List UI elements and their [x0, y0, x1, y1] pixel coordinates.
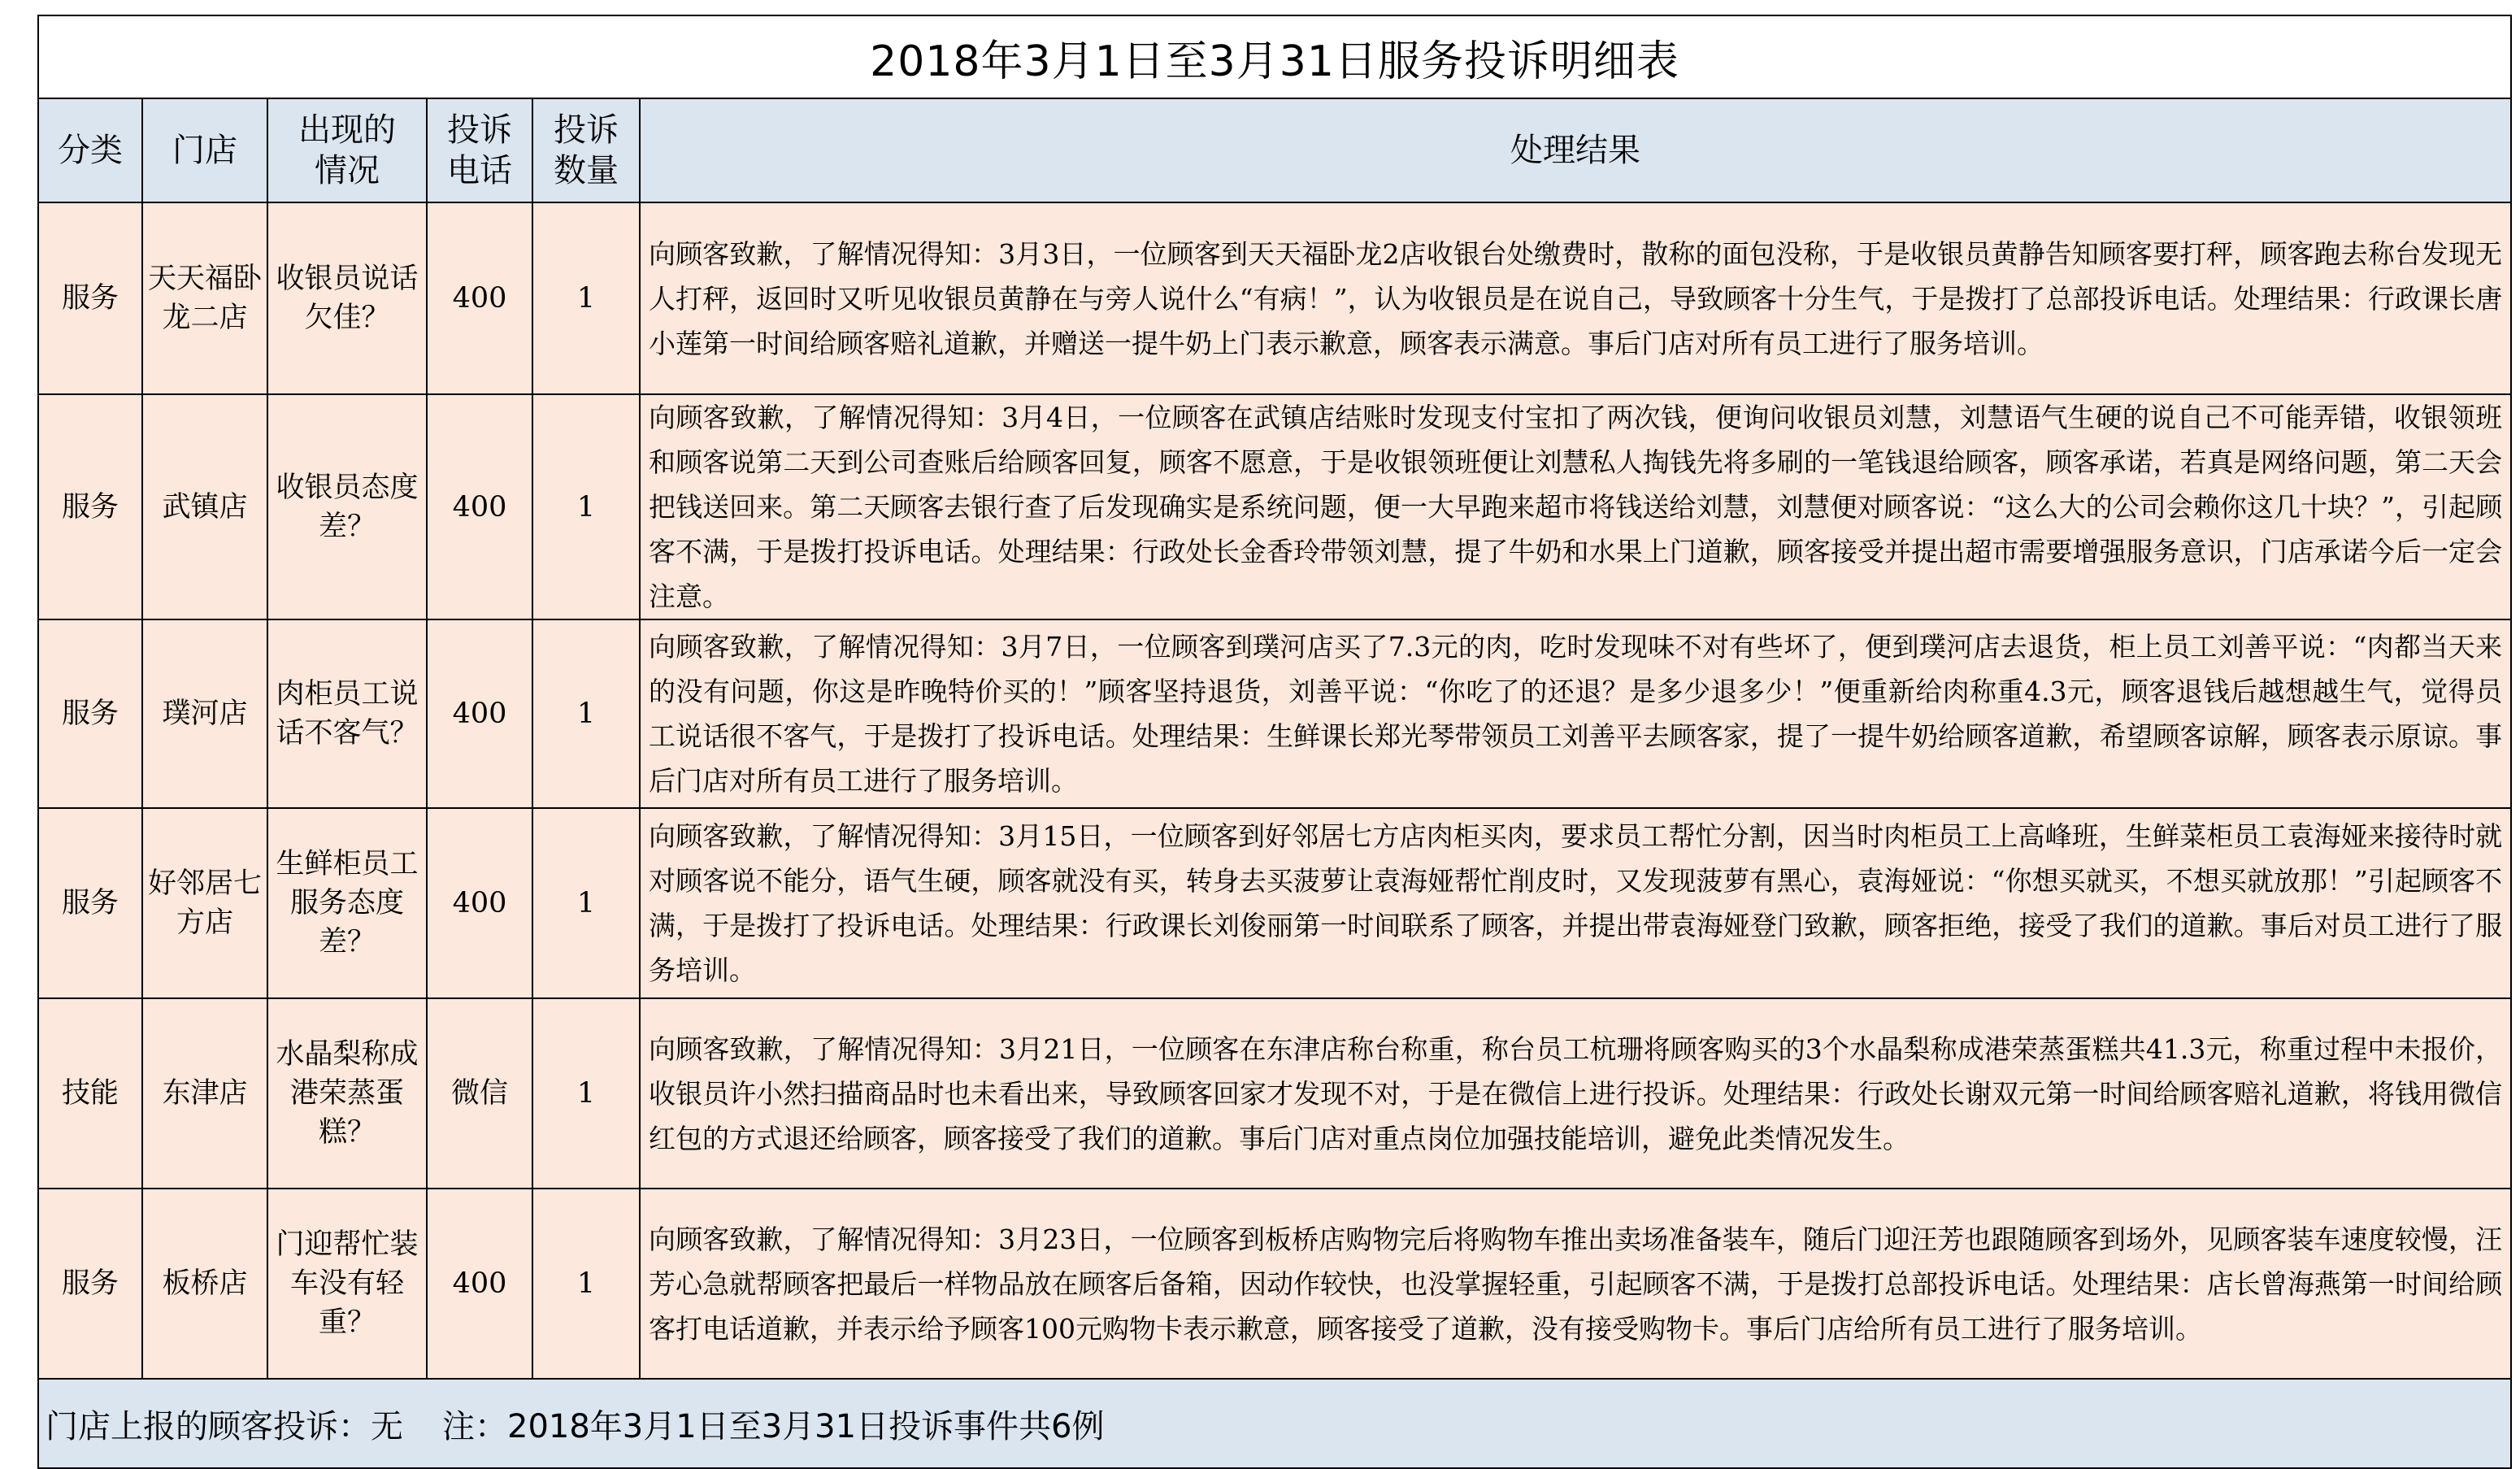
header-result: 处理结果	[640, 98, 2511, 202]
cell-count: 1	[532, 998, 640, 1189]
cell-category: 服务	[38, 1189, 142, 1379]
cell-situation-text: 生鲜柜员工服务态度差？	[276, 848, 419, 958]
cell-channel: 400	[427, 808, 532, 998]
cell-count: 1	[532, 394, 640, 619]
table-row	[38, 394, 2511, 619]
cell-store	[142, 619, 267, 808]
table-row	[38, 619, 2511, 808]
cell-result: 向顾客致歉，了解情况得知：3月3日，一位顾客到天天福卧龙2店收银台处缴费时，散称的面包没称，于是收银员黄静告知顾客要打秤，顾客跑去称台发现无人打秤，返回时又听见收银员黄静在与旁人说什么“有病！”，认为收银员是在说自己，导致顾客十分生气，于是拨打了总部投诉电话。处理结果：行政课长唐小莲第一时间给顾客赔礼道歉，并赠送一提牛奶上门表示歉意，顾客表示满意。事后门店对所有员工进行了服务培训。	[640, 202, 2511, 394]
header-store: 门店	[142, 98, 267, 202]
cell-store-text: 好邻居七方店	[148, 867, 263, 939]
footer-reported: 门店上报的顾客投诉：无	[46, 1407, 403, 1445]
table-row	[38, 808, 2511, 998]
cell-situation	[267, 1189, 427, 1379]
footer-note: 注：2018年3月1日至3月31日投诉事件共6例	[442, 1407, 1105, 1445]
cell-category: 服务	[38, 202, 142, 394]
cell-channel: 400	[427, 619, 532, 808]
cell-situation-text: 收银员态度差？	[276, 471, 419, 543]
cell-store	[142, 202, 267, 394]
cell-channel: 400	[427, 202, 532, 394]
footer-row	[38, 1379, 2511, 1468]
cell-store-text: 东津店	[162, 1077, 248, 1110]
sheet-title: 2018年3月1日至3月31日服务投诉明细表	[38, 15, 2511, 98]
cell-situation	[267, 998, 427, 1189]
cell-channel: 400	[427, 394, 532, 619]
cell-channel: 微信	[427, 998, 532, 1189]
cell-count: 1	[532, 1189, 640, 1379]
cell-result: 向顾客致歉，了解情况得知：3月4日，一位顾客在武镇店结账时发现支付宝扣了两次钱，便询问收银员刘慧，刘慧语气生硬的说自己不可能弄错，收银领班和顾客说第二天到公司查账后给顾客回复，顾客不愿意，于是收银领班便让刘慧私人掏钱先将多刷的一笔钱退给顾客，顾客承诺，若真是网络问题，第二天会把钱送回来。第二天顾客去银行查了后发现确实是系统问题，便一大早跑来超市将钱送给刘慧，刘慧便对顾客说：“这么大的公司会赖你这几十块？”，引起顾客不满，于是拨打投诉电话。处理结果：行政处长金香玲带领刘慧，提了牛奶和水果上门道歉，顾客接受并提出超市需要增强服务意识，门店承诺今后一定会注意。	[640, 394, 2511, 619]
cell-store	[142, 808, 267, 998]
header-channel-line2: 电话	[447, 152, 512, 189]
header-count-line2: 数量	[554, 152, 619, 189]
cell-count: 1	[532, 619, 640, 808]
footer-summary	[38, 1379, 2511, 1468]
title-row	[38, 15, 2511, 98]
cell-situation	[267, 808, 427, 998]
cell-store-text: 武镇店	[162, 490, 248, 524]
complaint-sheet	[37, 15, 2510, 1460]
table-row	[38, 202, 2511, 394]
cell-result: 向顾客致歉，了解情况得知：3月7日，一位顾客到璞河店买了7.3元的肉，吃时发现味不对有些坏了，便到璞河店去退货，柜上员工刘善平说：“肉都当天来的没有问题，你这是昨晚特价买的！”顾客坚持退货，刘善平说：“你吃了的还退？是多少退多少！”便重新给肉称重4.3元，顾客退钱后越想越生气，觉得员工说话很不客气，于是拨打了投诉电话。处理结果：生鲜课长郑光琴带领员工刘善平去顾客家，提了一提牛奶给顾客道歉，希望顾客谅解，顾客表示原谅。事后门店对所有员工进行了服务培训。	[640, 619, 2511, 808]
cell-count: 1	[532, 808, 640, 998]
cell-category: 服务	[38, 808, 142, 998]
cell-store-text: 天天福卧龙二店	[148, 263, 263, 334]
header-channel	[427, 98, 532, 202]
cell-store	[142, 394, 267, 619]
cell-situation	[267, 202, 427, 394]
cell-category: 技能	[38, 998, 142, 1189]
cell-store-text: 板桥店	[162, 1267, 248, 1300]
header-category: 分类	[38, 98, 142, 202]
cell-category: 服务	[38, 619, 142, 808]
cell-count: 1	[532, 202, 640, 394]
table-row	[38, 998, 2511, 1189]
cell-situation	[267, 619, 427, 808]
header-channel-line1: 投诉	[447, 111, 512, 149]
cell-channel: 400	[427, 1189, 532, 1379]
cell-category: 服务	[38, 394, 142, 619]
cell-store-text: 璞河店	[162, 698, 248, 730]
cell-store	[142, 998, 267, 1189]
cell-result: 向顾客致歉，了解情况得知：3月23日，一位顾客到板桥店购物完后将购物车推出卖场准备装车，随后门迎汪芳也跟随顾客到场外，见顾客装车速度较慢，汪芳心急就帮顾客把最后一样物品放在顾客后备箱，因动作较快，也没掌握轻重，引起顾客不满，于是拨打总部投诉电话。处理结果：店长曾海燕第一时间给顾客打电话道歉，并表示给予顾客100元购物卡表示歉意，顾客接受了道歉，没有接受购物卡。事后门店给所有员工进行了服务培训。	[640, 1189, 2511, 1379]
cell-situation-text: 收银员说话欠佳？	[276, 263, 419, 334]
header-row	[38, 98, 2511, 202]
cell-store	[142, 1189, 267, 1379]
cell-result: 向顾客致歉，了解情况得知：3月15日，一位顾客到好邻居七方店肉柜买肉，要求员工帮忙分割，因当时肉柜员工上高峰班，生鲜菜柜员工袁海娅来接待时就对顾客说不能分，语气生硬，顾客就没有买，转身去买菠萝让袁海娅帮忙削皮时，又发现菠萝有黑心，袁海娅说：“你想买就买，不想买就放那！”引起顾客不满，于是拨打了投诉电话。处理结果：行政课长刘俊丽第一时间联系了顾客，并提出带袁海娅登门致歉，顾客拒绝，接受了我们的道歉。事后对员工进行了服务培训。	[640, 808, 2511, 998]
cell-situation-text: 肉柜员工说话不客气？	[276, 678, 419, 750]
cell-result: 向顾客致歉，了解情况得知：3月21日，一位顾客在东津店称台称重，称台员工杭珊将顾客购买的3个水晶梨称成港荣蒸蛋糕共41.3元，称重过程中未报价，收银员许小然扫描商品时也未看出来，导致顾客回家才发现不对，于是在微信上进行投诉。处理结果：行政处长谢双元第一时间给顾客赔礼道歉，将钱用微信红包的方式退还给顾客，顾客接受了我们的道歉。事后门店对重点岗位加强技能培训，避免此类情况发生。	[640, 998, 2511, 1189]
header-situation-line2: 情况	[315, 152, 380, 189]
complaint-table	[37, 15, 2512, 1469]
header-situation-line1: 出现的	[298, 111, 396, 149]
cell-situation-text: 水晶梨称成港荣蒸蛋糕？	[276, 1038, 419, 1149]
header-count-line1: 投诉	[554, 111, 619, 149]
table-row	[38, 1189, 2511, 1379]
header-count	[532, 98, 640, 202]
cell-situation	[267, 394, 427, 619]
cell-situation-text: 门迎帮忙装车没有轻重？	[276, 1228, 419, 1339]
header-situation	[267, 98, 427, 202]
